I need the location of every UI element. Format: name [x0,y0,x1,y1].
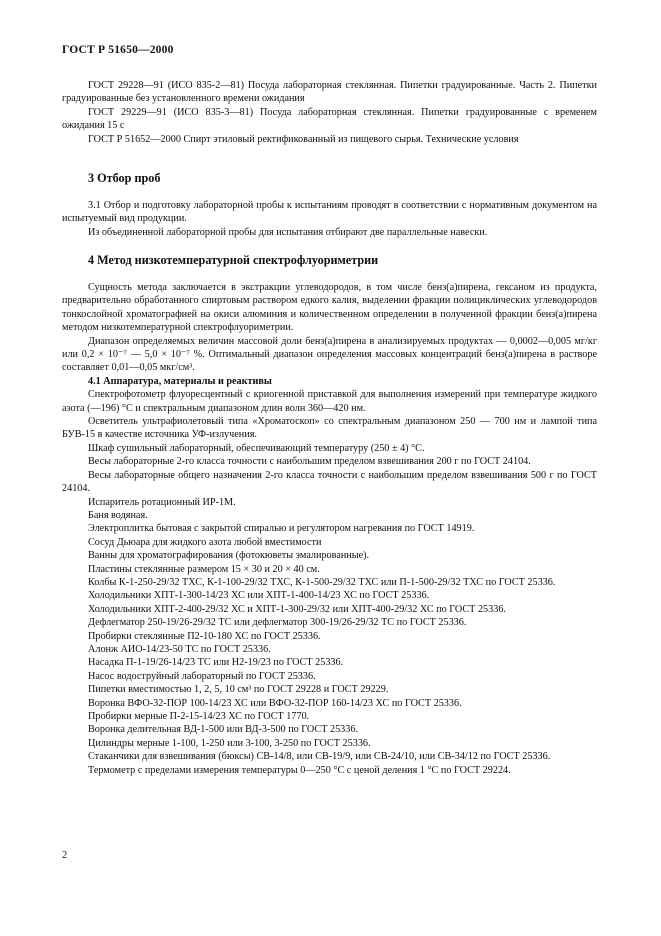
equipment-item: Весы лабораторные 2-го класса точности с наибольшим пределом взвешивания 200 г по ГОСТ 24104. [88,456,531,468]
equipment-item: Стаканчики для взвешивания (бюксы) СВ-14/8, или СВ-19/9, или СВ-24/10, или СВ-34/12 по ГОСТ 25336. [88,751,551,763]
section-3-heading: 3 Отбор проб [88,171,161,185]
equipment-item: Насос водоструйный лабораторный по ГОСТ 25336. [88,670,316,682]
references-list [62,79,597,146]
section-3-body [62,199,597,239]
equipment-item: Баня водяная. [88,509,148,521]
equipment-item: Испаритель ротационный ИР-1М. [88,496,236,508]
paragraph: Диапазон определяемых величин массовой доли бенз(а)пирена в анализируемых продуктах — 0,0002—0,005 мг/кг или 0,2 × 10⁻⁷ — 5,0 × 10⁻⁷ %. Оптимальный диапазон определения массовых концентраций бенз(а)пирена в растворе составляет 0,01—0,05 мкг/см³. [62,335,597,374]
equipment-item: Воронка ВФО-32-ПОР 100-14/23 ХС или ВФО-32-ПОР 160-14/23 ХС по ГОСТ 25336. [88,697,462,709]
equipment-item: Пипетки вместимостью 1, 2, 5, 10 см³ по ГОСТ 29228 и ГОСТ 29229. [88,684,389,696]
equipment-item: Термометр с пределами измерения температуры 0—250 °С с ценой деления 1 °С по ГОСТ 29224. [88,764,511,776]
equipment-item: Холодильники ХПТ-1-300-14/23 ХС или ХПТ-1-400-14/23 ХС по ГОСТ 25336. [88,590,430,602]
equipment-item: Сосуд Дьюара для жидкого азота любой вместимости [88,536,322,548]
reference-item: ГОСТ 29229—91 (ИСО 835-3—81) Посуда лабораторная стеклянная. Пипетки градуированные с временем ожидания 15 с [62,106,597,132]
subsection-4-1-heading: 4.1 Аппаратура, материалы и реактивы [88,375,272,387]
reference-item: ГОСТ 29228—91 (ИСО 835-2—81) Посуда лабораторная стеклянная. Пипетки градуированные. Часть 2. Пипетки градуированные без установленного времени ожидания [62,80,597,105]
equipment-item: Ванны для хроматографирования (фотокюветы эмалированные). [88,550,370,562]
paragraph: 3.1 Отбор и подготовку лабораторной пробы к испытаниям проводят в соответствии с нормативным документом на испытуемый вид продукции. [62,200,597,225]
equipment-item: Насадка П-1-19/26-14/23 ТС или Н2-19/23 по ГОСТ 25336. [88,657,344,669]
equipment-item: Холодильники ХПТ-2-400-29/32 ХС и ХПТ-1-300-29/32 или ХПТ-400-29/32 ХС по ГОСТ 25336. [88,603,506,615]
equipment-item: Пробирки мерные П-2-15-14/23 ХС по ГОСТ 1770. [88,711,310,722]
page-number: 2 [62,850,68,861]
standard-code: ГОСТ Р 51650—2000 [62,44,174,56]
equipment-item: Спектрофотометр флуоресцентный с криогенной приставкой для выполнения измерений при температуре жидкого азота (—196) °С и спектральным диапазоном длин волн 360—420 нм. [62,389,597,414]
paragraph: Из объединенной лабораторной пробы для испытания отбирают две параллельные навески. [88,226,488,238]
paragraph: Сущность метода заключается в экстракции углеводородов, в том числе бенз(а)пирена, гексаном из продукта, предварительно обработанного спиртовым раствором едкого калия, выделении фракции полициклических углеводородов тонкослойной хроматографией на окиси алюминия и количественном определении в полученной фракции бенз(а)пирена методом низкотемпературной спектрофлуориметрии. [62,282,597,334]
reference-item: ГОСТ Р 51652—2000 Спирт этиловый ректификованный из пищевого сырья. Технические условия [88,133,519,145]
section-4-body [62,281,597,777]
equipment-item: Колбы К-1-250-29/32 ТХС, К-1-100-29/32 ТХС, К-1-500-29/32 ТХС или П-1-500-29/32 ТХС по ГОСТ 25336. [88,576,556,588]
equipment-item: Цилиндры мерные 1-100, 1-250 или 3-100, 3-250 по ГОСТ 25336. [88,737,371,749]
equipment-item: Шкаф сушильный лабораторный, обеспечивающий температуру (250 ± 4) °С. [88,442,425,454]
equipment-item: Алонж АИО-14/23-50 ТС по ГОСТ 25336. [88,643,271,655]
section-4-heading: 4 Метод низкотемпературной спектрофлуориметрии [88,253,379,267]
equipment-item: Воронка делительная ВД-1-500 или ВД-3-500 по ГОСТ 25336. [88,724,358,736]
equipment-item: Пластины стеклянные размером 15 × 30 и 20 × 40 см. [88,563,320,575]
equipment-item: Электроплитка бытовая с закрытой спиралью и регулятором нагревания по ГОСТ 14919. [88,523,475,535]
equipment-item: Осветитель ультрафиолетовый типа «Хроматоскоп» со спектральным диапазоном 250 — 700 нм и лампой типа БУВ-15 в качестве источника УФ-излучения. [62,416,597,441]
equipment-item: Дефлегматор 250-19/26-29/32 ТС или дефлегматор 300-19/26-29/32 ТС по ГОСТ 25336. [88,617,467,629]
equipment-item: Весы лабораторные общего назначения 2-го класса точности с наибольшим пределом взвешивания 500 г по ГОСТ 24104. [62,469,597,495]
equipment-item: Пробирки стеклянные П2-10-180 ХС по ГОСТ 25336. [88,630,321,642]
